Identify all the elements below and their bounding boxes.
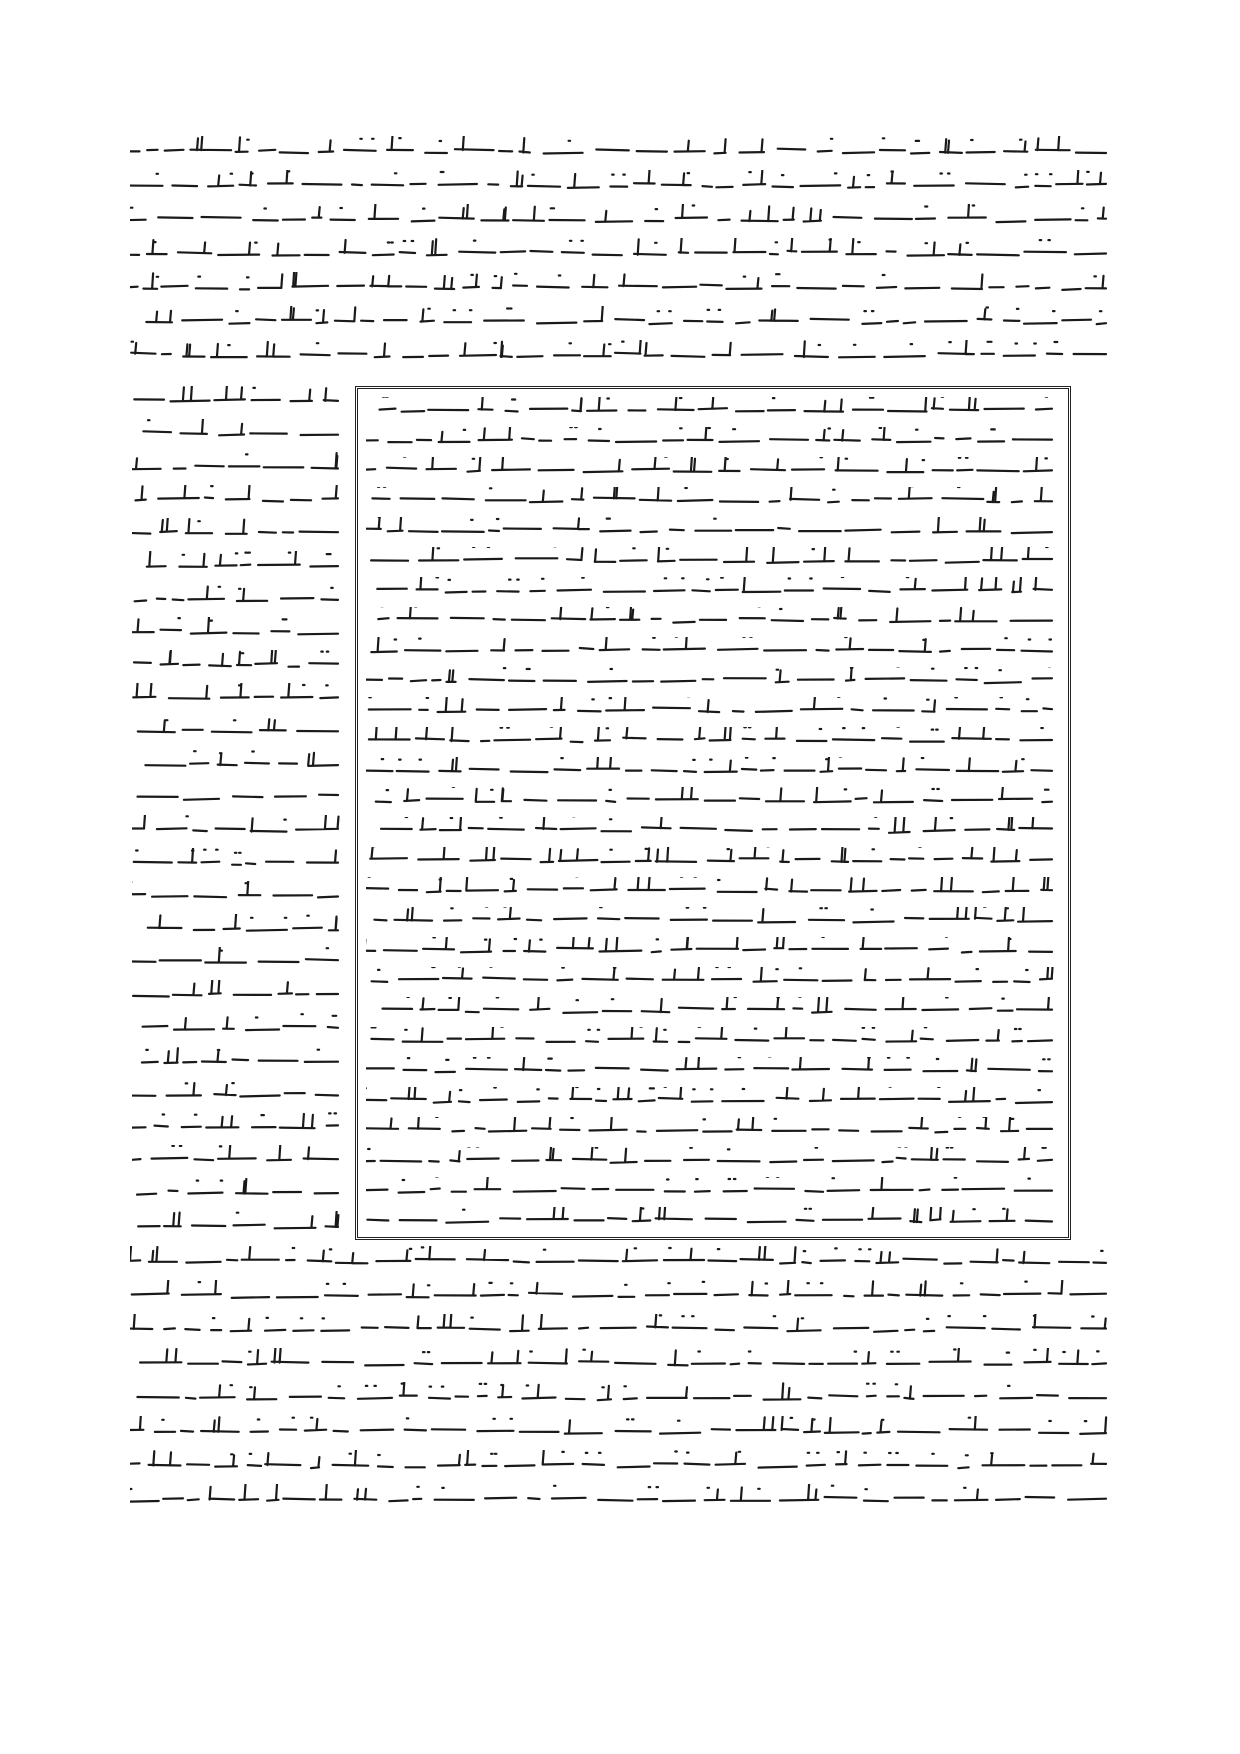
text-line: [366, 517, 1056, 541]
text-line: [132, 1178, 342, 1205]
text-line: [132, 749, 342, 776]
text-line: [366, 727, 1056, 751]
text-line: [366, 997, 1056, 1021]
text-line: [366, 607, 1056, 631]
margin-commentary-column: [132, 386, 342, 1246]
text-line: [366, 1027, 1056, 1051]
text-line: [366, 487, 1056, 511]
text-line: [130, 1348, 1110, 1376]
text-line: [132, 914, 342, 941]
text-line: [366, 637, 1056, 661]
text-line: [132, 1046, 342, 1073]
text-line: [130, 136, 1110, 164]
text-line: [366, 1147, 1056, 1171]
text-line: [132, 584, 342, 611]
text-line: [366, 547, 1056, 571]
text-line: [366, 787, 1056, 811]
text-line: [130, 1246, 1110, 1274]
text-line: [366, 667, 1056, 691]
text-line: [366, 937, 1056, 961]
text-line: [366, 907, 1056, 931]
text-line: [132, 947, 342, 974]
text-line: [366, 1177, 1056, 1201]
text-line: [366, 1207, 1056, 1231]
text-line: [366, 1087, 1056, 1111]
text-line: [132, 419, 342, 446]
text-line: [366, 1117, 1056, 1141]
text-line: [130, 272, 1110, 300]
text-line: [132, 617, 342, 644]
text-line: [132, 683, 342, 710]
text-line: [366, 1057, 1056, 1081]
text-line: [130, 1314, 1110, 1342]
text-line: [130, 1280, 1110, 1308]
text-line: [366, 697, 1056, 721]
text-line: [132, 1145, 342, 1172]
text-line: [132, 1013, 342, 1040]
text-line: [132, 452, 342, 479]
text-line: [366, 757, 1056, 781]
text-line: [132, 1211, 342, 1238]
text-line: [132, 815, 342, 842]
main-text-frame: [355, 386, 1071, 1240]
text-line: [130, 306, 1110, 334]
text-line: [130, 1382, 1110, 1410]
text-line: [132, 518, 342, 545]
text-line: [132, 386, 342, 413]
text-line: [132, 848, 342, 875]
text-line: [366, 847, 1056, 871]
text-line: [366, 967, 1056, 991]
text-line: [132, 650, 342, 677]
text-line: [130, 1484, 1110, 1512]
text-line: [132, 551, 342, 578]
text-line: [130, 170, 1110, 198]
text-line: [130, 1416, 1110, 1444]
text-line: [132, 881, 342, 908]
text-line: [132, 980, 342, 1007]
text-line: [366, 457, 1056, 481]
text-line: [132, 782, 342, 809]
text-line: [366, 877, 1056, 901]
text-line: [132, 716, 342, 743]
text-line: [132, 1079, 342, 1106]
text-line: [132, 1112, 342, 1139]
text-line: [130, 1450, 1110, 1478]
text-line: [366, 397, 1056, 421]
text-line: [366, 577, 1056, 601]
text-line: [130, 340, 1110, 368]
text-line: [132, 485, 342, 512]
text-line: [130, 204, 1110, 232]
text-line: [366, 817, 1056, 841]
text-line: [130, 238, 1110, 266]
text-line: [366, 427, 1056, 451]
